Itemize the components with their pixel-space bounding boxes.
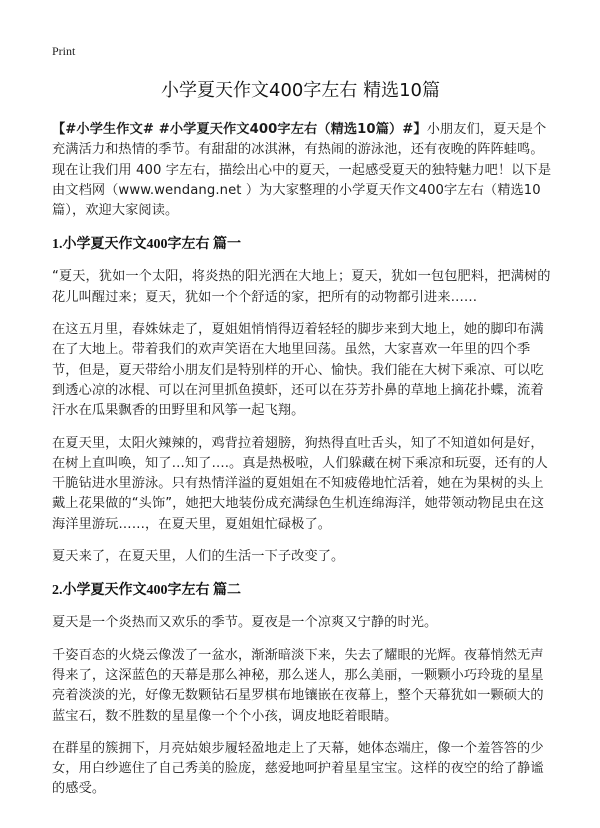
page-title: 小学夏天作文400字左右 精选10篇 [161, 80, 440, 101]
section-1-paragraph-2: 在这五月里，春姝妹走了，夏姐姐悄悄得迈着轻轻的脚步来到大地上，她的脚印布满在了大地上。带着我们的欢声笑语在大地里回荡。虽然，大家喜欢一年里的四个季节，但是，夏天带给小朋友们是特别样的开心、愉快。我们能在大树下乘凉、可以吃到透心凉的冰棍、可以在河里抓鱼摸虾，还可以在芬芳扑鼻的草地上摘花扑蝶，流着汗水在瓜果飘香的田野里和风筝一起飞翔。 [52, 322, 544, 419]
section-1-paragraph-3: 在夏天里，太阳火辣辣的，鸡背拉着翅膀，狗热得直吐舌头，知了不知道如何是好，在树上直叫唤，知了…知了….。真是热极啦，人们躲藏在树下乘凉和玩耍，还有的人干脆钻进水里游泳。只有热情洋溢的夏姐姐在不知疲倦地忙活着，她在为果树的头上戴上花果做的“头饰”，她把大地装份成充满绿色生机连绵海洋，她带领动物昆虫在这海洋里游玩……，在夏天里，夏姐姐忙碌极了。 [52, 435, 548, 532]
section-2-paragraph-1: 夏天是一个炎热而又欢乐的季节。夏夜是一个凉爽又宁静的时光。 [52, 615, 438, 631]
section-2-paragraph-3: 在群星的簇拥下，月亮姑娘步履轻盈地走上了天幕，她体态端庄，像一个羞答答的少女，用白纱遮住了自己秀美的脸庞，慈爱地呵护着星星宝宝。这样的夜空的给了静谧的感受。 [52, 740, 544, 797]
intro-tag: 【#小学生作文# #小学夏天作文400字左右（精选10篇）#】 [52, 122, 427, 137]
section-heading-1: 1.小学夏天作文400字左右 篇一 [52, 237, 241, 253]
intro-text: 小朋友们，夏天是个充满活力和热情的季节。有甜甜的冰淇淋，有热闹的游泳池，还有夜晚的阵阵蛙鸣。现在让我们用 400 字左右，描绘出心中的夏天，一起感受夏天的独特魅力吧！以下是由文档网（www.wendang.net ）为大家整理的小学夏天作文400字左右（精选10篇），欢迎大家阅读。 [52, 122, 552, 219]
section-heading-2: 2.小学夏天作文400字左右 篇二 [52, 583, 241, 599]
section-1-paragraph-4: 夏天来了，在夏天里，人们的生活一下子改变了。 [52, 549, 345, 565]
article-body [52, 120, 552, 800]
print-label[interactable]: Print [52, 44, 76, 58]
section-1-paragraph-1: “夏天，犹如一个太阳，将炎热的阳光洒在大地上；夏天，犹如一包包肥料，把满树的花儿叫醒过来；夏天，犹如一个个舒适的家，把所有的动物都引进来…… [52, 269, 551, 305]
section-2-paragraph-2: 千姿百态的火烧云像泼了一盆水，渐渐暗淡下来，失去了耀眼的光辉。夜幕悄然无声得来了，这深蓝色的天幕是那么神秘，那么迷人，那么美丽，一颗颗小巧玲珑的星星亮着淡淡的光，好像无数颗钻石星罗棋布地镶嵌在夜幕上，整个天幕犹如一颗硕大的蓝宝石，数不胜数的星星像一个个小孩，调皮地眨着眼睛。 [52, 647, 544, 724]
intro-paragraph [52, 120, 552, 221]
